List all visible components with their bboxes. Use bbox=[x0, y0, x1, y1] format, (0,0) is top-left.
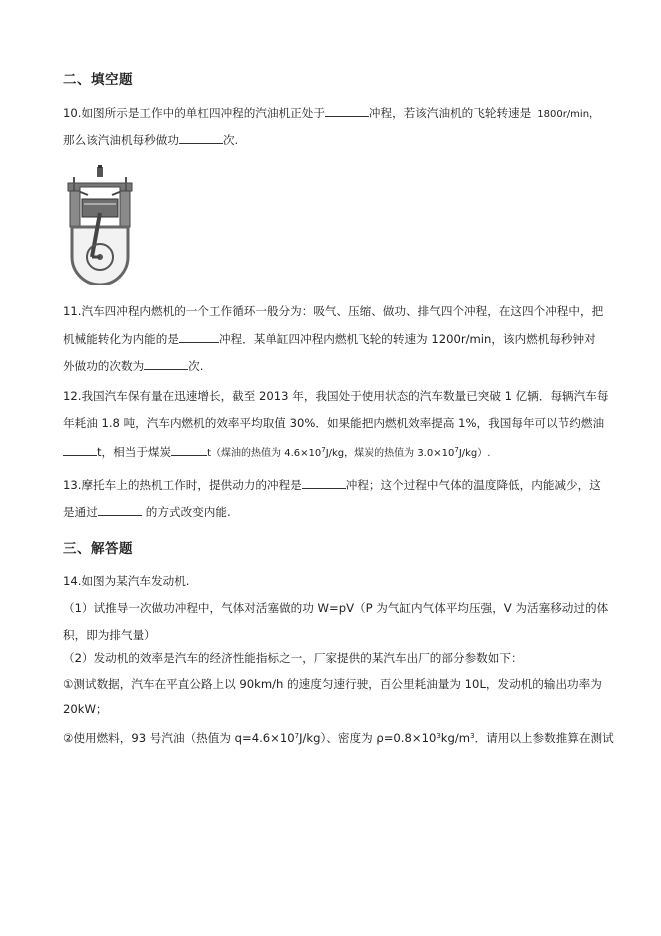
q11-line-3 bbox=[63, 357, 203, 374]
q14-line-3: 积，即为排气量） bbox=[63, 628, 156, 642]
q10-text-b: 冲程，若该汽油机的飞轮转速是 bbox=[368, 106, 532, 120]
q13-line-1 bbox=[63, 476, 601, 493]
q10-text-a: 10.如图所示是工作中的单杠四冲程的汽油机正处于 bbox=[63, 106, 325, 120]
q12-line-3 bbox=[63, 442, 490, 462]
q13-text-d: 的方式改变内能. bbox=[145, 505, 231, 519]
q11-text-a: 机械能转化为内能的是 bbox=[63, 332, 179, 346]
q14-line-2: （1）试推导一次做功冲程中，气体对活塞做的功 W=pV（P 为气缸内气体平均压强，V 为活塞移动过的体 bbox=[63, 601, 609, 615]
q12-text-b: t（煤油的热值为 4.6×10 bbox=[207, 448, 322, 459]
q14-text-a: ②使用燃料，93 号汽油（热值为 q=4.6×10 bbox=[63, 731, 295, 745]
q12-exp-2: 7 bbox=[454, 446, 459, 454]
q12-blank-1 bbox=[63, 443, 97, 456]
q11-blank-2 bbox=[144, 357, 188, 370]
q14-line-1: 14.如图为某汽车发动机. bbox=[63, 574, 190, 588]
q14-line-7 bbox=[63, 728, 614, 746]
q11-text-d: 次. bbox=[188, 359, 204, 373]
q10-text-d: 那么该汽油机每秒做功 bbox=[63, 133, 179, 147]
section-heading-fill-blank: 二、填空题 bbox=[63, 72, 133, 88]
q14-exp-1: 7 bbox=[294, 732, 300, 740]
q12-line-2: 年耗油 1.8 吨，汽车内燃机的效率平均取值 30%．如果能把内燃机效率提高 1%，我国每年可以节约燃油 bbox=[63, 416, 605, 430]
q13-text-b: 冲程；这个过程中气体的温度降低，内能减少，这 bbox=[345, 478, 601, 492]
q12-text-c: J/kg，煤炭的热值为 3.0×10 bbox=[325, 448, 455, 459]
q10-blank-2 bbox=[179, 131, 223, 144]
q13-line-2 bbox=[63, 503, 231, 520]
q13-blank-1 bbox=[302, 476, 346, 489]
q14-exp-2: 3 bbox=[436, 732, 441, 740]
section-heading-answer: 三、解答题 bbox=[63, 541, 133, 557]
q12-blank-2 bbox=[171, 443, 207, 456]
q11-blank-1 bbox=[179, 330, 219, 343]
q12-text-d: J/kg）. bbox=[458, 448, 491, 459]
q10-line-1 bbox=[63, 104, 599, 123]
engine-cylinder-figure bbox=[64, 165, 136, 285]
q14-line-4: （2）发动机的效率是汽车的经济性能指标之一，厂家提供的某汽车出厂的部分参数如下： bbox=[63, 651, 523, 665]
q12-text-a: t，相当于煤炭 bbox=[97, 445, 172, 459]
q10-text-e: 次. bbox=[222, 133, 239, 147]
q13-text-a: 13.摩托车上的热机工作时，提供动力的冲程是 bbox=[63, 478, 302, 492]
q11-text-c: 外做功的次数为 bbox=[63, 359, 145, 373]
q14-line-6: 20kW； bbox=[63, 702, 108, 716]
q13-text-c: 是通过 bbox=[63, 505, 98, 519]
q14-exp-3: 3 bbox=[470, 732, 475, 740]
q12-line-1: 12.我国汽车保有量在迅速增长，截至 2013 年，我国处于使用状态的汽车数量已突破 1 亿辆．每辆汽车每 bbox=[63, 389, 609, 403]
q11-text-b: 冲程．某单缸四冲程内燃机飞轮的转速为 1200r/min，该内燃机每秒钟对 bbox=[218, 332, 596, 346]
q10-line-2 bbox=[63, 131, 238, 148]
q14-text-b: J/kg）、密度为 ρ=0.8×10 bbox=[299, 731, 437, 745]
q14-text-c: kg/m bbox=[440, 731, 471, 745]
engine-diagram-icon bbox=[64, 165, 136, 285]
q14-text-d: ．请用以上参数推算在测试 bbox=[474, 731, 614, 745]
q10-text-c: 1800r/min， bbox=[537, 109, 600, 120]
q10-blank-1 bbox=[325, 104, 369, 117]
q13-blank-2 bbox=[98, 503, 142, 516]
q12-exp-1: 7 bbox=[321, 446, 326, 454]
q11-line-1: 11.汽车四冲程内燃机的一个工作循环一般分为：吸气、压缩、做功、排气四个冲程，在这四个冲程中，把 bbox=[63, 304, 604, 318]
q11-line-2 bbox=[63, 330, 596, 347]
q14-line-5: ①测试数据，汽车在平直公路上以 90km/h 的速度匀速行驶，百公里耗油量为 10L，发动机的输出功率为 bbox=[63, 677, 602, 691]
